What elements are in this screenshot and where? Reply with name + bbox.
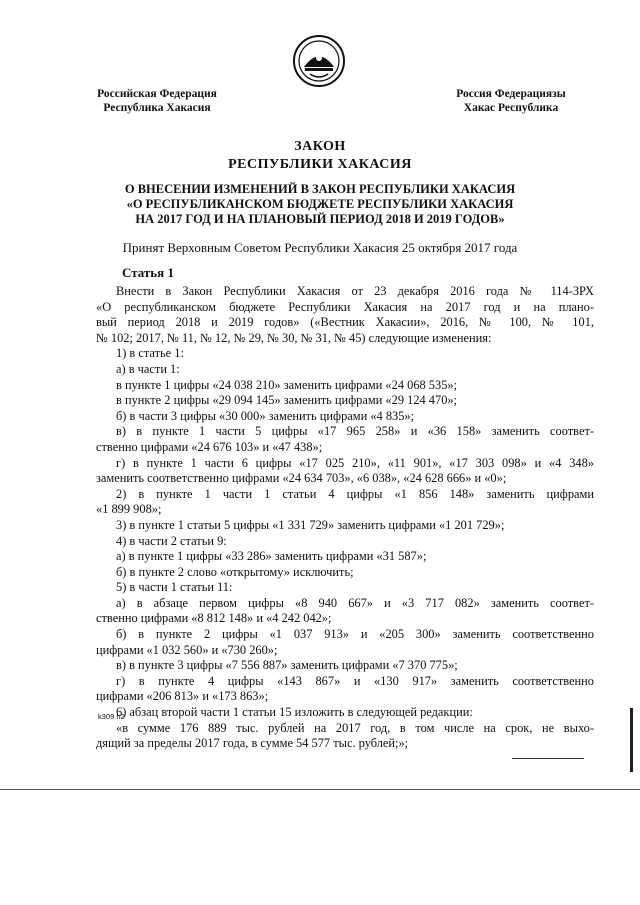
body-line: а) в абзаце первом цифры «8 940 667» и «3 717 082» заменить соответ-	[116, 595, 594, 610]
body-line: б) в пункте 2 слово «открытому» исключить;	[116, 564, 354, 579]
document-subtitle	[0, 182, 640, 227]
header-left-line2: Республика Хакасия	[103, 102, 211, 114]
body-line: 4) в части 2 статьи 9:	[116, 533, 227, 548]
body-line: 2) в пункте 1 части 1 статьи 4 цифры «1 856 148» заменить цифрами	[116, 486, 594, 501]
body-line: дящий за пределы 2017 года, в сумме 54 577 тыс. рублей;»;	[96, 736, 409, 751]
subtitle-line1: О ВНЕСЕНИИ ИЗМЕНЕНИЙ В ЗАКОН РЕСПУБЛИКИ ХАКАСИЯ	[124, 182, 516, 196]
header-left	[92, 87, 222, 115]
subtitle-line2: «О РЕСПУБЛИКАНСКОМ БЮДЖЕТЕ РЕСПУБЛИКИ ХАКАСИЯ	[126, 197, 514, 211]
body-line: заменить соответственно цифрами «24 634 703», «6 038», «24 628 666» и «0»;	[96, 471, 507, 486]
body-line: ственно цифрами «8 812 148» и «4 242 042»;	[96, 611, 332, 626]
body-line: Внести в Закон Республики Хакасия от 23 декабря 2016 года № 114-ЗРХ	[116, 284, 594, 298]
article-body	[96, 284, 594, 752]
header-right-line1: Россия Федерациязы	[456, 88, 566, 100]
body-line: 6) абзац второй части 1 статьи 15 изложить в следующей редакции:	[116, 705, 473, 720]
body-line: а) в пункте 1 цифры «33 286» заменить цифрами «31 587»;	[116, 549, 427, 564]
adopted-line: Принят Верховным Советом Республики Хакасия 25 октября 2017 года	[122, 240, 518, 255]
body-line: № 102; 2017, № 11, № 12, № 29, № 30, № 31, № 45) следующие изменения:	[96, 330, 492, 345]
article-heading: Статья 1	[122, 265, 174, 280]
body-line: «1 899 908»;	[96, 502, 162, 517]
body-line: 3) в пункте 1 статьи 5 цифры «1 331 729» заменить цифрами «1 201 729»;	[116, 517, 505, 532]
body-line: 5) в части 1 статьи 11:	[116, 580, 233, 595]
body-line: в пункте 2 цифры «29 094 145» заменить цифрами «29 124 470»;	[116, 393, 458, 408]
body-line: «в сумме 176 889 тыс. рублей на 2017 год, в том числе на срок, не выхо-	[116, 720, 594, 735]
subtitle-line3: НА 2017 ГОД И НА ПЛАНОВЫЙ ПЕРИОД 2018 И 2019 ГОДОВ»	[135, 212, 505, 226]
body-line: в) в пункте 1 части 5 цифры «17 965 258» и «36 158» заменить соответ-	[116, 424, 594, 439]
body-line: «О республиканском бюджете Республики Хакасия на 2017 год и на плано-	[96, 299, 594, 314]
body-line: цифрами «1 032 560» и «730 260»;	[96, 642, 278, 657]
body-line: в пункте 1 цифры «24 038 210» заменить цифрами «24 068 535»;	[116, 377, 458, 392]
body-line: г) в пункте 1 части 6 цифры «17 025 210», «11 901», «17 303 098» и «4 348»	[116, 455, 594, 470]
body-line: б) в пункте 2 цифры «1 037 913» и «205 300» заменить соответственно	[116, 627, 594, 642]
body-line: а) в части 1:	[116, 361, 180, 376]
body-line: 1) в статье 1:	[116, 346, 184, 361]
body-line: в) в пункте 3 цифры «7 556 887» заменить цифрами «7 370 775»;	[116, 658, 458, 673]
body-line: ственно цифрами «24 676 103» и «47 438»;	[96, 439, 323, 454]
title-line2: РЕСПУБЛИКИ ХАКАСИЯ	[228, 157, 412, 172]
coat-of-arms-icon	[292, 34, 346, 88]
signature-line	[512, 758, 584, 759]
header-right	[446, 87, 576, 115]
footer-code: k309 h2	[98, 712, 125, 721]
body-line: г) в пункте 4 цифры «143 867» и «130 917» заменить соответственно	[116, 673, 594, 688]
page-divider	[0, 789, 640, 790]
header-left-line1: Российская Федерация	[97, 88, 217, 100]
body-line: б) в части 3 цифры «30 000» заменить цифрами «4 835»;	[116, 408, 415, 423]
body-line: вый период 2018 и 2019 годов» («Вестник Хакасии», 2016, № 100, № 101,	[96, 315, 594, 330]
title-line1: ЗАКОН	[294, 139, 346, 154]
header-right-line2: Хакас Республика	[463, 102, 559, 114]
document-title	[0, 138, 640, 174]
body-line: цифрами «206 813» и «173 863»;	[96, 689, 269, 704]
scan-edge-mark	[630, 708, 633, 772]
